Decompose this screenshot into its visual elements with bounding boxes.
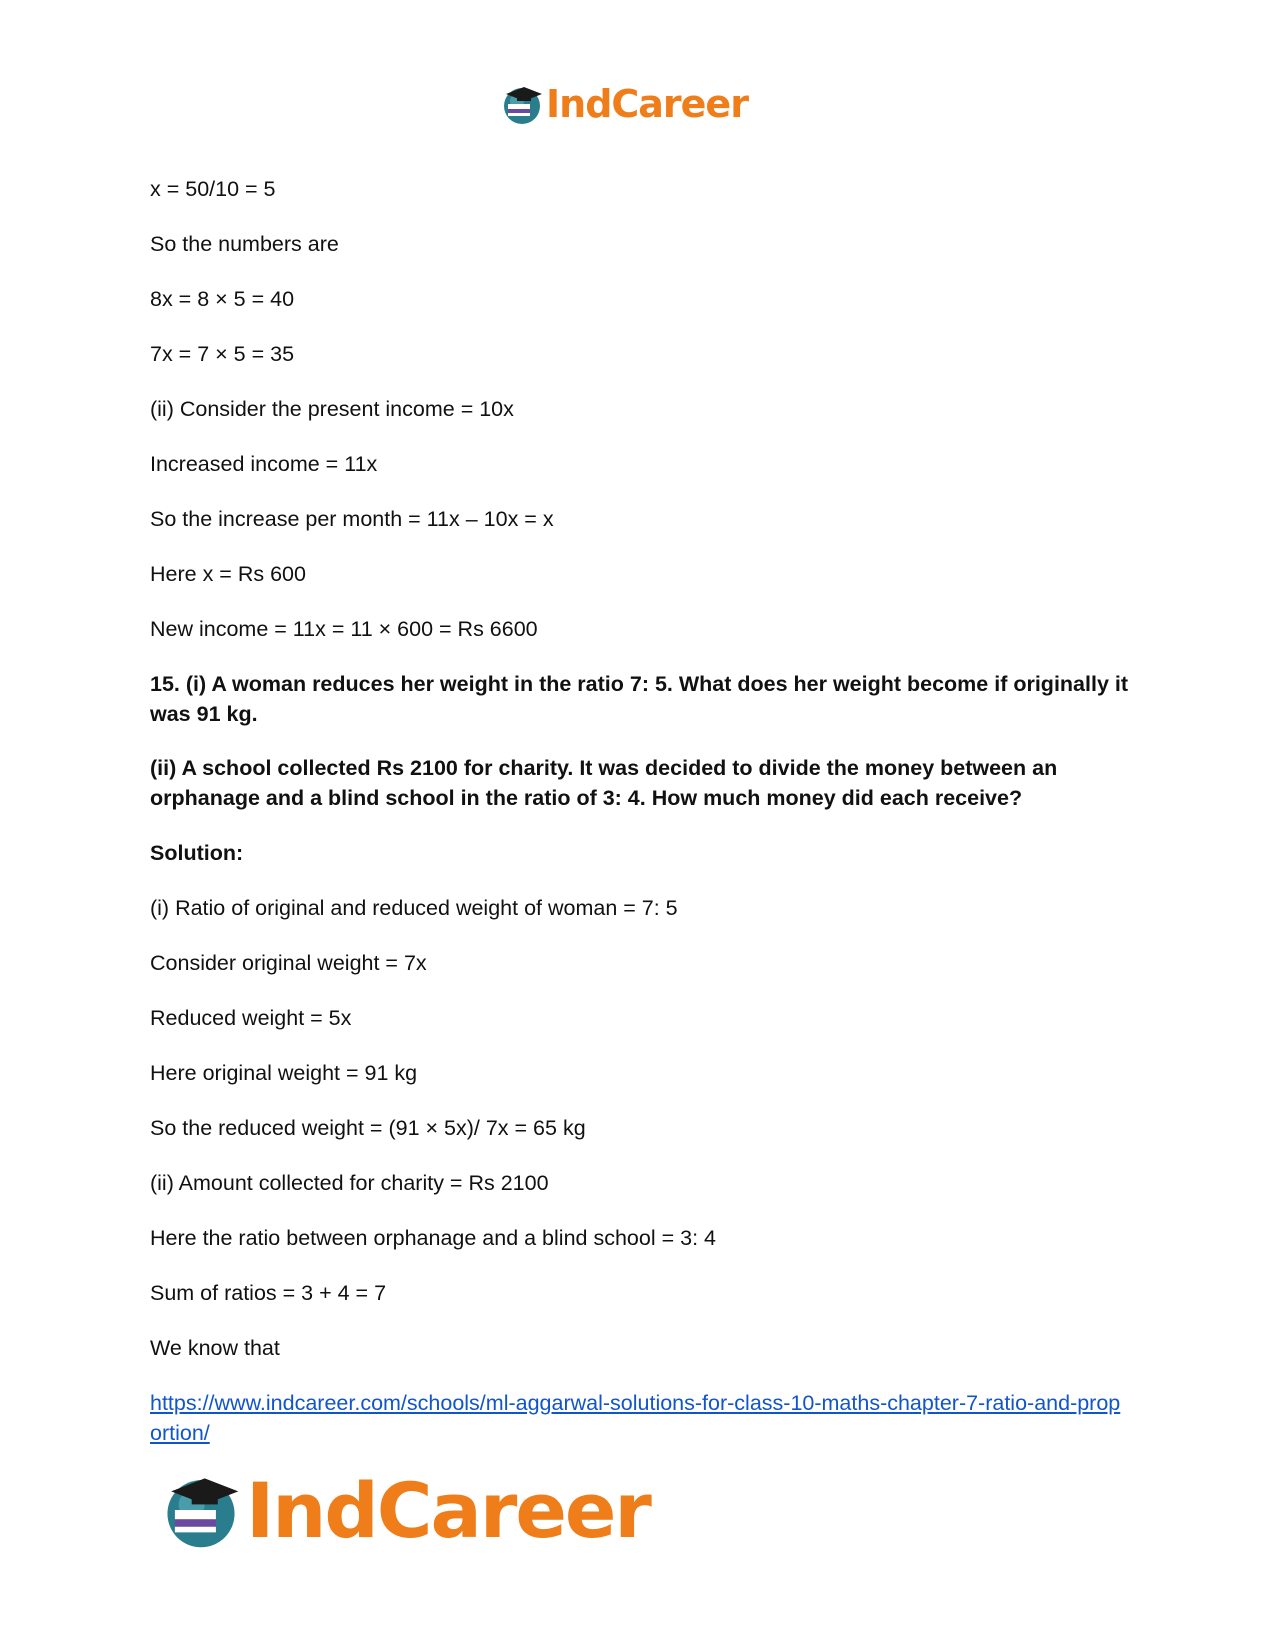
- solution-line: We know that: [150, 1336, 280, 1360]
- header-logo: [500, 78, 748, 130]
- text-line: So the numbers are: [150, 232, 339, 256]
- source-link[interactable]: https://www.indcareer.com/schools/ml-aggarwal-solutions-for-class-10-maths-chapter-7-ratio-and-proportion/: [150, 1391, 1121, 1445]
- solution-line: (i) Ratio of original and reduced weight of woman = 7: 5: [150, 896, 678, 920]
- text-line: x = 50/10 = 5: [150, 177, 276, 201]
- solution-line: Reduced weight = 5x: [150, 1006, 352, 1030]
- brand-name-large: IndCareer: [246, 1465, 650, 1555]
- solution-line: Sum of ratios = 3 + 4 = 7: [150, 1281, 387, 1305]
- text-line: New income = 11x = 11 × 600 = Rs 6600: [150, 617, 538, 641]
- graduation-globe-icon: [160, 1469, 242, 1551]
- text-line: (ii) Consider the present income = 10x: [150, 397, 514, 421]
- question-part-1: 15. (i) A woman reduces her weight in the ratio 7: 5. What does her weight become if originally it was 91 kg.: [150, 672, 1129, 726]
- solution-line: (ii) Amount collected for charity = Rs 2100: [150, 1171, 549, 1195]
- solution-heading: Solution:: [150, 841, 244, 865]
- footer-logo: [160, 1460, 650, 1560]
- solution-line: Here original weight = 91 kg: [150, 1061, 418, 1085]
- brand-name: IndCareer: [546, 82, 748, 126]
- solution-line: Consider original weight = 7x: [150, 951, 427, 975]
- text-line: Increased income = 11x: [150, 452, 378, 476]
- text-line: 8x = 8 × 5 = 40: [150, 287, 295, 311]
- graduation-globe-icon: [500, 82, 544, 126]
- question-part-2: (ii) A school collected Rs 2100 for charity. It was decided to divide the money between an orphanage and a blind school in the ratio of 3: 4. How much money did each receive?: [150, 756, 1058, 810]
- document-body: [150, 174, 1130, 1448]
- solution-line: Here the ratio between orphanage and a blind school = 3: 4: [150, 1226, 716, 1250]
- text-line: Here x = Rs 600: [150, 562, 306, 586]
- text-line: So the increase per month = 11x – 10x = x: [150, 507, 554, 531]
- solution-line: So the reduced weight = (91 × 5x)/ 7x = 65 kg: [150, 1116, 586, 1140]
- text-line: 7x = 7 × 5 = 35: [150, 342, 295, 366]
